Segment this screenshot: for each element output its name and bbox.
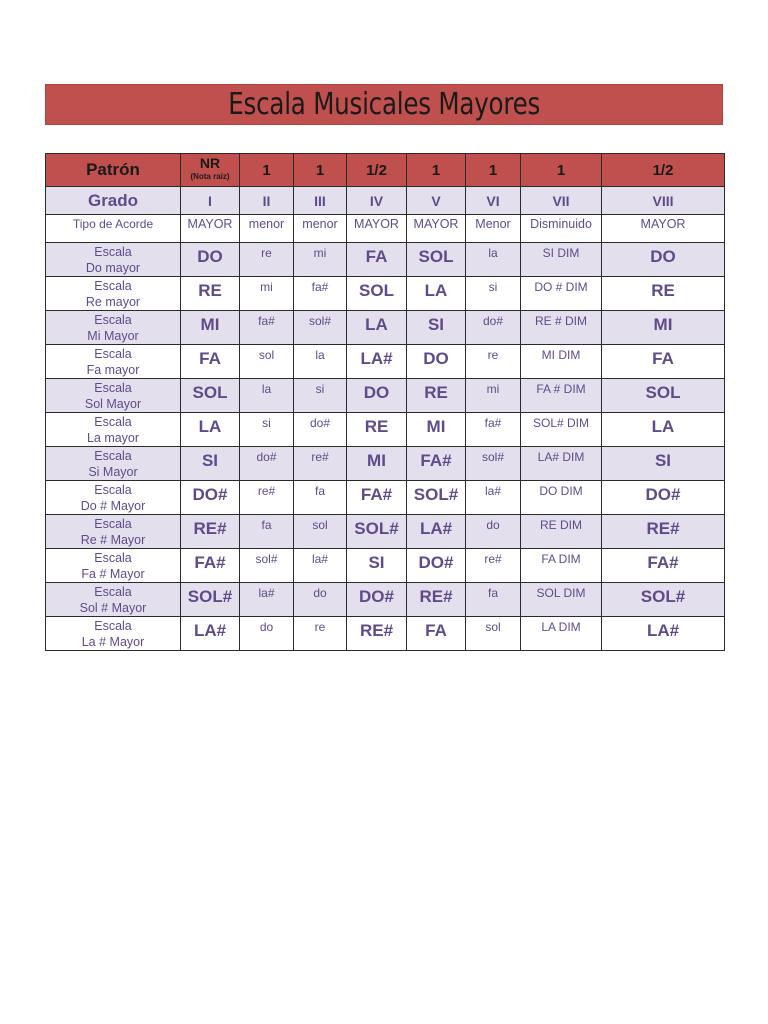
- root-note-label: NR: [199, 155, 221, 171]
- note-cell: re: [294, 617, 347, 651]
- note-cell: si: [466, 277, 521, 311]
- major-degree-note: DO#: [602, 481, 725, 515]
- major-degree-note: DO: [602, 243, 725, 277]
- chord-cell: Menor: [466, 215, 521, 243]
- major-degree-note: SOL#: [602, 583, 725, 617]
- step-cell: 1: [240, 154, 294, 187]
- scale-name-line1: Escala: [94, 483, 132, 497]
- note-cell: sol: [240, 345, 294, 379]
- chord-cell: MAYOR: [602, 215, 725, 243]
- note-cell: fa: [294, 481, 347, 515]
- major-degree-note: RE#: [347, 617, 407, 651]
- scale-name-line1: Escala: [94, 619, 132, 633]
- major-degree-note: LA#: [347, 345, 407, 379]
- step-cell: 1/2: [602, 154, 725, 187]
- note-cell: fa#: [294, 277, 347, 311]
- chord-type-row: [46, 215, 725, 243]
- step-cell: 1: [466, 154, 521, 187]
- grade-label: Grado: [46, 187, 181, 215]
- pattern-row: [46, 154, 725, 187]
- scale-name: [46, 345, 181, 379]
- scale-name-line1: Escala: [94, 551, 132, 565]
- note-cell: fa#: [240, 311, 294, 345]
- scale-name-line1: Escala: [94, 415, 132, 429]
- note-cell: do: [294, 583, 347, 617]
- chord-cell: MAYOR: [407, 215, 466, 243]
- note-cell: re#: [240, 481, 294, 515]
- scale-name-line1: Escala: [94, 449, 132, 463]
- scale-row: [46, 311, 725, 345]
- scale-name-line2: Sol Mayor: [84, 397, 142, 411]
- major-degree-note: SI: [407, 311, 466, 345]
- chord-type-label: Tipo de Acorde: [46, 215, 181, 243]
- grade-cell: II: [240, 187, 294, 215]
- major-degree-note: FA: [181, 345, 240, 379]
- scale-row: [46, 277, 725, 311]
- scale-name-line1: Escala: [94, 381, 132, 395]
- scale-name: [46, 311, 181, 345]
- scale-name: [46, 515, 181, 549]
- chord-cell: MAYOR: [181, 215, 240, 243]
- grade-cell: IV: [347, 187, 407, 215]
- note-cell: la: [240, 379, 294, 413]
- scale-row: [46, 515, 725, 549]
- major-degree-note: DO#: [407, 549, 466, 583]
- scale-name-line2: Re # Mayor: [80, 533, 146, 547]
- scale-name-line1: Escala: [94, 279, 132, 293]
- grade-row: [46, 187, 725, 215]
- major-degree-note: DO#: [347, 583, 407, 617]
- scale-row: [46, 413, 725, 447]
- chord-cell: menor: [294, 215, 347, 243]
- major-degree-note: RE#: [181, 515, 240, 549]
- major-degree-note: LA: [181, 413, 240, 447]
- scale-name: [46, 549, 181, 583]
- major-degree-note: LA#: [181, 617, 240, 651]
- major-degree-note: DO: [407, 345, 466, 379]
- major-degree-note: RE: [407, 379, 466, 413]
- scale-name: [46, 583, 181, 617]
- scale-name-line2: Fa mayor: [86, 363, 140, 377]
- note-cell: sol#: [466, 447, 521, 481]
- note-cell: fa: [240, 515, 294, 549]
- major-degree-note: RE: [602, 277, 725, 311]
- note-cell: la#: [294, 549, 347, 583]
- major-degree-note: LA: [347, 311, 407, 345]
- note-cell: RE # DIM: [521, 311, 602, 345]
- note-cell: fa: [466, 583, 521, 617]
- note-cell: DO # DIM: [521, 277, 602, 311]
- scale-row: [46, 345, 725, 379]
- scale-name-line2: Si Mayor: [88, 465, 138, 479]
- major-degree-note: DO: [347, 379, 407, 413]
- scale-name-line1: Escala: [94, 313, 132, 327]
- major-degree-note: RE: [181, 277, 240, 311]
- root-note-sublabel: (Nota raiz): [190, 172, 230, 181]
- chord-cell: menor: [240, 215, 294, 243]
- scale-name-line1: Escala: [94, 347, 132, 361]
- note-cell: do: [466, 515, 521, 549]
- major-degree-note: FA: [407, 617, 466, 651]
- grade-cell: I: [181, 187, 240, 215]
- note-cell: do#: [294, 413, 347, 447]
- note-cell: la: [466, 243, 521, 277]
- note-cell: mi: [294, 243, 347, 277]
- scale-name-line2: La mayor: [86, 431, 140, 445]
- scale-name-line2: Re mayor: [85, 295, 141, 309]
- scale-name-line2: Do mayor: [85, 261, 141, 275]
- note-cell: FA DIM: [521, 549, 602, 583]
- note-cell: SOL DIM: [521, 583, 602, 617]
- note-cell: DO DIM: [521, 481, 602, 515]
- note-cell: SI DIM: [521, 243, 602, 277]
- scale-name: [46, 413, 181, 447]
- note-cell: sol#: [294, 311, 347, 345]
- note-cell: la#: [240, 583, 294, 617]
- major-degree-note: SOL#: [181, 583, 240, 617]
- scale-name: [46, 447, 181, 481]
- pattern-label: Patrón: [46, 154, 181, 187]
- scale-name-line2: Do # Mayor: [80, 499, 146, 513]
- note-cell: sol: [294, 515, 347, 549]
- major-degree-note: RE: [347, 413, 407, 447]
- major-degree-note: MI: [181, 311, 240, 345]
- note-cell: MI DIM: [521, 345, 602, 379]
- note-cell: fa#: [466, 413, 521, 447]
- scale-name: [46, 243, 181, 277]
- title-banner: [45, 84, 723, 125]
- step-cell: 1: [407, 154, 466, 187]
- scale-name-line2: La # Mayor: [81, 635, 145, 649]
- chord-cell: Disminuido: [521, 215, 602, 243]
- note-cell: do#: [466, 311, 521, 345]
- scale-row: [46, 583, 725, 617]
- scale-row: [46, 617, 725, 651]
- grade-cell: VII: [521, 187, 602, 215]
- note-cell: SOL# DIM: [521, 413, 602, 447]
- note-cell: sol: [466, 617, 521, 651]
- major-degree-note: SOL: [181, 379, 240, 413]
- major-degree-note: FA#: [407, 447, 466, 481]
- scale-name-line1: Escala: [94, 245, 132, 259]
- major-degree-note: DO#: [181, 481, 240, 515]
- scale-name-line2: Fa # Mayor: [81, 567, 145, 581]
- scale-name: [46, 481, 181, 515]
- scale-row: [46, 447, 725, 481]
- major-degree-note: FA#: [347, 481, 407, 515]
- major-degree-note: SI: [602, 447, 725, 481]
- scale-name-line1: Escala: [94, 517, 132, 531]
- major-degree-note: LA#: [407, 515, 466, 549]
- note-cell: FA # DIM: [521, 379, 602, 413]
- major-degree-note: SI: [347, 549, 407, 583]
- note-cell: re: [240, 243, 294, 277]
- step-cell: 1: [521, 154, 602, 187]
- scale-row: [46, 481, 725, 515]
- major-degree-note: LA: [602, 413, 725, 447]
- chord-cell: MAYOR: [347, 215, 407, 243]
- note-cell: sol#: [240, 549, 294, 583]
- step-cell: 1: [294, 154, 347, 187]
- note-cell: re#: [466, 549, 521, 583]
- scale-row: [46, 243, 725, 277]
- major-degree-note: SI: [181, 447, 240, 481]
- major-degree-note: RE#: [407, 583, 466, 617]
- major-degree-note: SOL: [602, 379, 725, 413]
- scale-name: [46, 277, 181, 311]
- major-degree-note: FA#: [181, 549, 240, 583]
- major-degree-note: MI: [347, 447, 407, 481]
- grade-cell: VIII: [602, 187, 725, 215]
- scale-name: [46, 379, 181, 413]
- note-cell: LA# DIM: [521, 447, 602, 481]
- note-cell: do#: [240, 447, 294, 481]
- note-cell: si: [294, 379, 347, 413]
- major-degree-note: MI: [602, 311, 725, 345]
- note-cell: la#: [466, 481, 521, 515]
- major-degree-note: SOL: [347, 277, 407, 311]
- note-cell: la: [294, 345, 347, 379]
- major-degree-note: DO: [181, 243, 240, 277]
- note-cell: mi: [240, 277, 294, 311]
- page-title: Escala Musicales Mayores: [228, 87, 540, 122]
- scale-row: [46, 549, 725, 583]
- root-note-header: [181, 154, 240, 187]
- scale-name-line1: Escala: [94, 585, 132, 599]
- scale-name-line2: Mi Mayor: [87, 329, 139, 343]
- scale-row: [46, 379, 725, 413]
- major-degree-note: SOL: [407, 243, 466, 277]
- grade-cell: V: [407, 187, 466, 215]
- note-cell: re: [466, 345, 521, 379]
- major-degree-note: SOL#: [407, 481, 466, 515]
- major-degree-note: FA: [347, 243, 407, 277]
- major-degree-note: RE#: [602, 515, 725, 549]
- major-degree-note: LA#: [602, 617, 725, 651]
- major-degree-note: LA: [407, 277, 466, 311]
- note-cell: RE DIM: [521, 515, 602, 549]
- major-degree-note: SOL#: [347, 515, 407, 549]
- major-degree-note: FA: [602, 345, 725, 379]
- note-cell: re#: [294, 447, 347, 481]
- scale-name: [46, 617, 181, 651]
- note-cell: LA DIM: [521, 617, 602, 651]
- note-cell: do: [240, 617, 294, 651]
- step-cell: 1/2: [347, 154, 407, 187]
- note-cell: mi: [466, 379, 521, 413]
- grade-cell: VI: [466, 187, 521, 215]
- scale-name-line2: Sol # Mayor: [79, 601, 147, 615]
- grade-cell: III: [294, 187, 347, 215]
- major-degree-note: FA#: [602, 549, 725, 583]
- note-cell: si: [240, 413, 294, 447]
- major-scales-table: [45, 153, 725, 651]
- major-degree-note: MI: [407, 413, 466, 447]
